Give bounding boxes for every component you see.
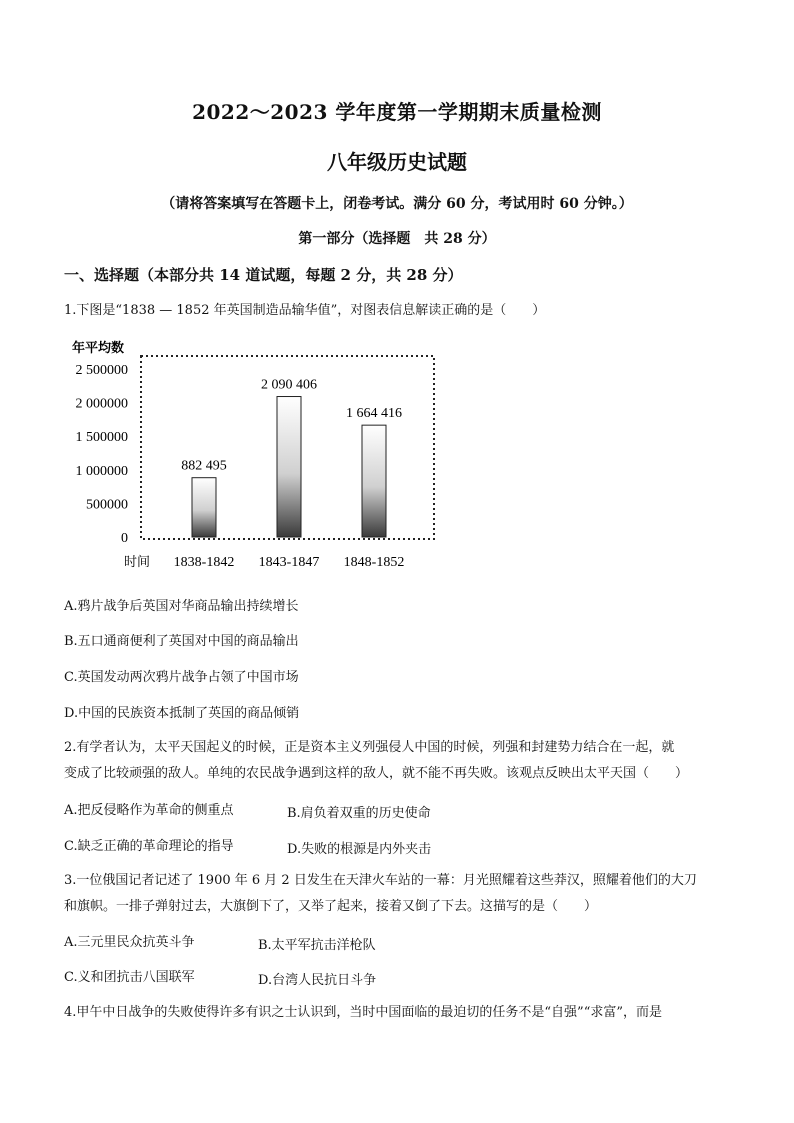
question-3-stem-line1: 3.一位俄国记者记述了 1900 年 6 月 2 日发生在天津火车站的一幕：月光照耀着这些莽汉，照耀着他们的大刀 [64, 873, 697, 888]
y-tick-label: 0 [121, 531, 128, 546]
q2-option-c[interactable]: C.缺乏正确的革命理论的指导 [64, 839, 234, 854]
q2-option-d[interactable]: D.失败的根源是内外夹击 [287, 842, 432, 857]
x-tick-label: 1843-1847 [258, 555, 320, 570]
section-heading: 一、选择题（本部分共 14 道试题，每题 2 分，共 28 分） [64, 266, 463, 284]
q1-option-d[interactable]: D.中国的民族资本抵制了英国的商品倾销 [64, 706, 300, 721]
question-2-stem-line1: 2.有学者认为，太平天国起义的时候，正是资本主义列强侵人中国的时候，列强和封建势力结合在一起，就 [64, 740, 675, 755]
q1-option-a[interactable]: A.鸦片战争后英国对华商品输出持续增长 [64, 599, 299, 614]
bar-1848-1852 [362, 425, 386, 537]
q2-option-b[interactable]: B.肩负着双重的历史使命 [287, 806, 431, 821]
q3-option-b[interactable]: B.太平军抗击洋枪队 [258, 938, 376, 953]
question-2-stem-line2: 变成了比较顽强的敌人。单纯的农民战争遇到这样的敌人，就不能不再失败。该观点反映出太平天国（ ） [64, 766, 689, 781]
question-1-stem: 1.下图是“1838 — 1852 年英国制造品输华值”，对图表信息解读正确的是（ ） [64, 303, 546, 318]
q1-option-c[interactable]: C.英国发动两次鸦片战争占领了中国市场 [64, 670, 299, 685]
y-axis-label: 年平均数 [72, 340, 125, 355]
bar-value-label: 1 664 416 [346, 406, 402, 422]
bar-1838-1842 [192, 478, 216, 537]
question-3-stem-line2: 和旗帜。一排子弹射过去，大旗倒下了，又举了起来，接着又倒了下去。这描写的是（ ） [64, 899, 598, 914]
question-4-stem-line1: 4.甲午中日战争的失败使得许多有识之士认识到，当时中国面临的最迫切的任务不是“自强”“求富”，而是 [64, 1005, 662, 1020]
y-tick-label: 2 000000 [75, 396, 128, 412]
x-axis-label: 时间 [124, 554, 151, 569]
x-tick-label: 1848-1852 [343, 555, 405, 570]
bar-value-label: 882 495 [181, 458, 227, 474]
bar-chart [64, 336, 444, 578]
y-tick-label: 500000 [86, 497, 128, 513]
y-tick-label: 1 000000 [75, 463, 128, 479]
q1-option-b[interactable]: B.五口通商便利了英国对中国的商品输出 [64, 634, 299, 649]
exam-notice: （请将答案填写在答题卡上，闭卷考试。满分 60 分，考试用时 60 分钟。） [161, 196, 633, 212]
exam-subtitle: 八年级历史试题 [327, 150, 467, 174]
q2-option-a[interactable]: A.把反侵略作为革命的侧重点 [64, 803, 234, 818]
part-heading: 第一部分（选择题 共 28 分） [298, 231, 496, 247]
bar-value-label: 2 090 406 [261, 377, 317, 393]
y-tick-label: 1 500000 [75, 430, 128, 446]
bar-1843-1847 [277, 397, 301, 537]
y-tick-label: 2 500000 [75, 363, 128, 378]
q3-option-d[interactable]: D.台湾人民抗日斗争 [258, 973, 377, 988]
q3-option-a[interactable]: A.三元里民众抗英斗争 [64, 935, 195, 950]
exam-title: 2022～2023 学年度第一学期期末质量检测 [192, 100, 602, 124]
q3-option-c[interactable]: C.义和团抗击八国联军 [64, 970, 195, 985]
x-tick-label: 1838-1842 [173, 555, 235, 570]
